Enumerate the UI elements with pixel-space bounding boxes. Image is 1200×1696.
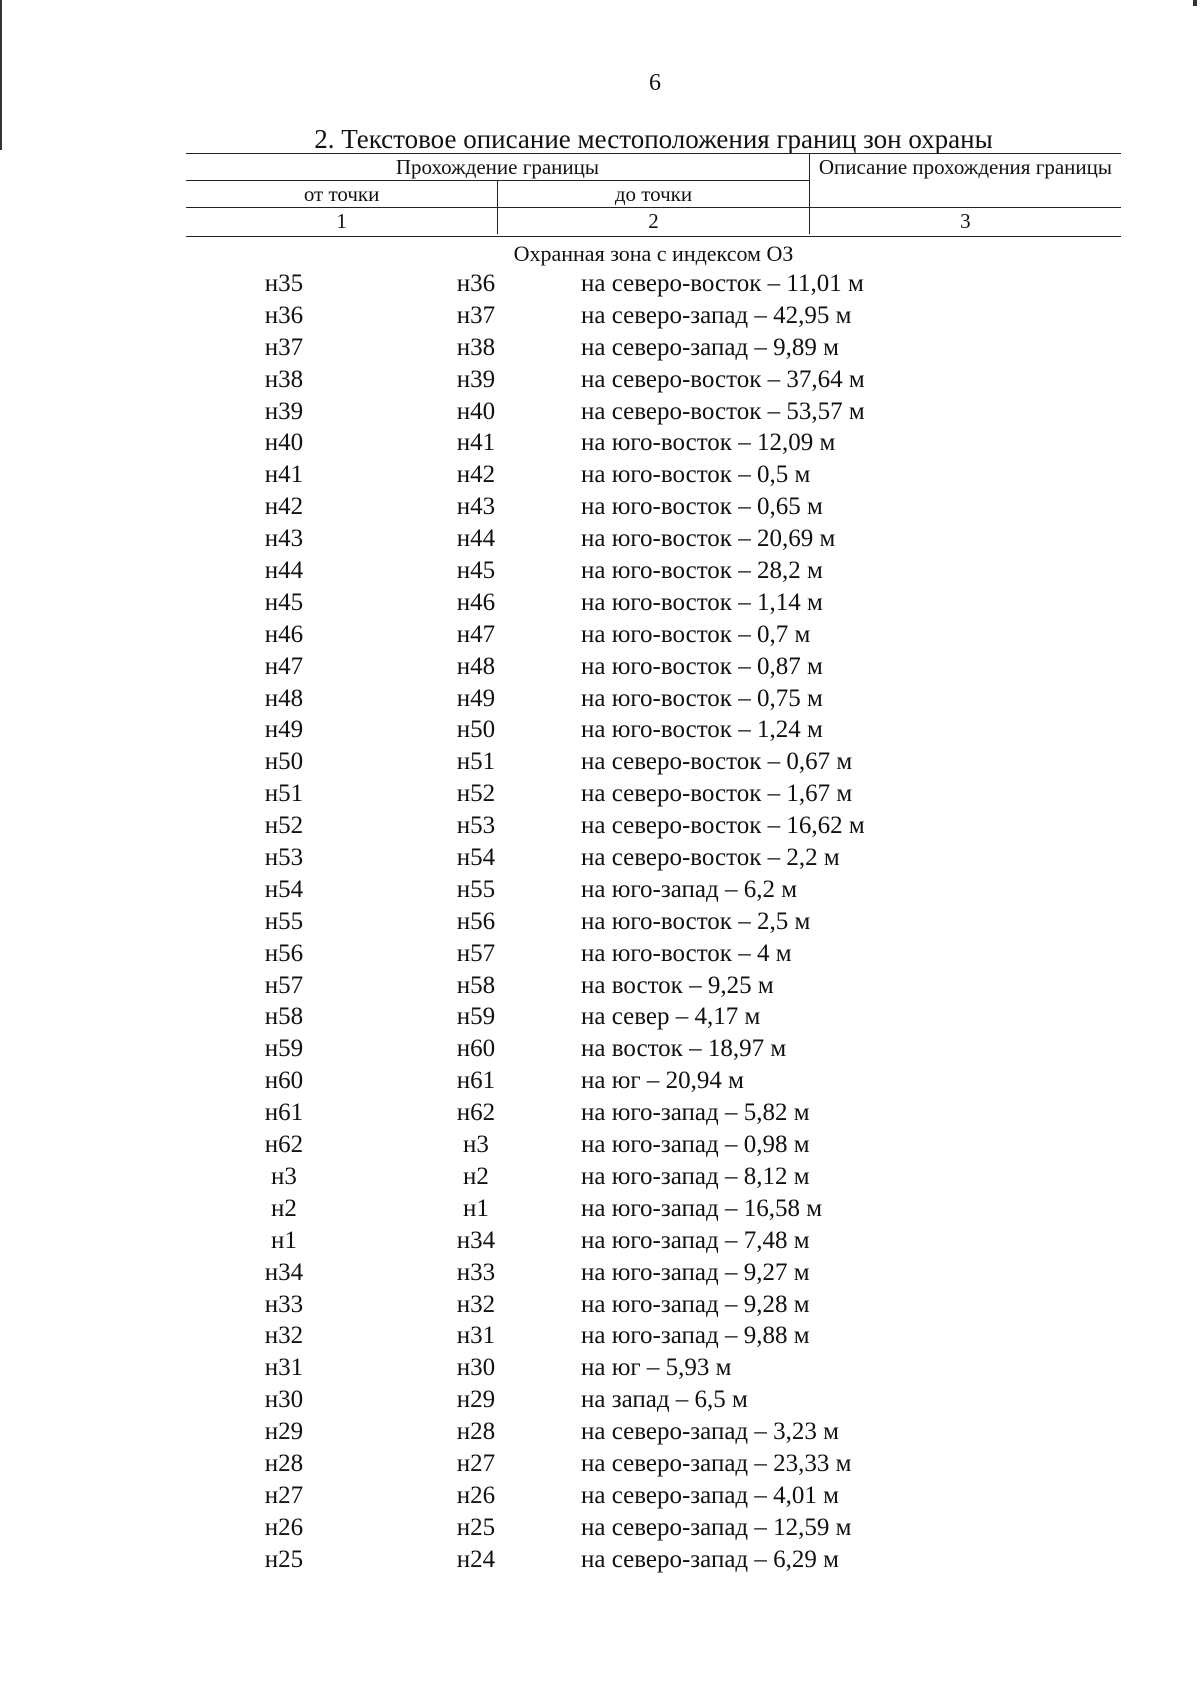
description-cell: на юго-восток – 1,24 м (581, 716, 823, 744)
to-point-cell: н26 (456, 1481, 496, 1509)
description-cell: на юг – 5,93 м (581, 1354, 732, 1382)
description-cell: на север – 4,17 м (581, 1003, 761, 1031)
description-cell: на юго-восток – 20,69 м (581, 525, 836, 553)
table-row (0, 1544, 1200, 1576)
table-row (0, 396, 1200, 428)
description-cell: на северо-восток – 11,01 м (581, 270, 864, 297)
to-point-cell: н44 (456, 525, 496, 553)
from-point-cell: н62 (264, 1131, 304, 1159)
to-point-cell: н24 (456, 1545, 496, 1573)
table-row (0, 427, 1200, 459)
from-point-cell: н41 (264, 461, 304, 489)
from-point-cell: н40 (264, 429, 304, 457)
table-row (0, 1480, 1200, 1512)
table-row (0, 1416, 1200, 1448)
to-point-cell: н1 (463, 1194, 489, 1222)
from-point-cell: н29 (264, 1418, 304, 1446)
description-cell: на юго-восток – 0,5 м (581, 461, 811, 489)
description-cell: на запад – 6,5 м (581, 1386, 748, 1414)
description-cell: на восток – 18,97 м (581, 1035, 787, 1063)
boundary-rows (0, 268, 1200, 1576)
to-point-cell: н29 (456, 1386, 496, 1414)
description-cell: на юго-восток – 12,09 м (581, 429, 836, 457)
zone-label: Охранная зона с индексом ОЗ (513, 241, 794, 266)
description-cell: на северо-запад – 9,89 м (581, 333, 839, 361)
from-point-cell: н38 (264, 365, 304, 393)
table-row (0, 1257, 1200, 1289)
from-point-cell: н58 (264, 1003, 304, 1031)
to-point-cell: н57 (456, 939, 496, 967)
table-row (0, 970, 1200, 1002)
from-point-cell: н25 (264, 1545, 304, 1573)
table-row (0, 651, 1200, 683)
to-point-cell: н34 (456, 1226, 496, 1254)
table-row (0, 619, 1200, 651)
from-point-cell: н57 (264, 971, 304, 999)
from-point-cell: н56 (264, 939, 304, 967)
from-point-cell: н33 (264, 1290, 304, 1318)
to-point-cell: н39 (456, 365, 496, 393)
from-point-cell: н42 (264, 493, 304, 521)
to-point-cell: н51 (456, 748, 496, 776)
table-row (0, 523, 1200, 555)
column-number-1: 1 (186, 208, 498, 235)
table-row (0, 332, 1200, 364)
description-cell: на северо-восток – 2,2 м (581, 844, 840, 872)
from-point-cell: н36 (264, 301, 304, 329)
page-number: 6 (649, 70, 661, 96)
to-point-cell: н54 (456, 844, 496, 872)
to-point-cell: н55 (456, 875, 496, 903)
table-row (0, 938, 1200, 970)
to-point-cell: н36 (456, 270, 496, 297)
column-number-3: 3 (809, 208, 1121, 235)
table-header (186, 153, 1121, 234)
table-row (0, 810, 1200, 842)
from-point-cell: н3 (271, 1162, 297, 1190)
column-number-2: 2 (498, 208, 810, 235)
description-cell: на юго-восток – 0,75 м (581, 684, 823, 712)
from-point-cell: н27 (264, 1481, 304, 1509)
table-row (0, 364, 1200, 396)
from-point-cell: н49 (264, 716, 304, 744)
description-header: Описание прохождения границы (809, 154, 1121, 208)
to-point-cell: н33 (456, 1258, 496, 1286)
description-cell: на северо-восток – 53,57 м (581, 397, 865, 425)
to-point-cell: н62 (456, 1099, 496, 1127)
table-row (0, 1065, 1200, 1097)
table-row (0, 1225, 1200, 1257)
description-cell: на юг – 20,94 м (581, 1067, 744, 1095)
table-row (0, 1352, 1200, 1384)
table-row (0, 874, 1200, 906)
to-point-cell: н43 (456, 493, 496, 521)
table-row (0, 1161, 1200, 1193)
description-cell: на юго-запад – 9,27 м (581, 1258, 810, 1286)
table-row (0, 746, 1200, 778)
table-row (0, 1512, 1200, 1544)
from-point-cell: н44 (264, 557, 304, 585)
description-cell: на юго-запад – 5,82 м (581, 1099, 810, 1127)
table-row (0, 683, 1200, 715)
description-cell: на юго-восток – 28,2 м (581, 557, 823, 585)
description-cell: на северо-запад – 42,95 м (581, 301, 852, 329)
to-point-cell: н40 (456, 397, 496, 425)
description-cell: на северо-восток – 37,64 м (581, 365, 865, 393)
to-point-cell: н27 (456, 1449, 496, 1477)
to-point-cell: н2 (463, 1162, 489, 1190)
to-point-cell: н37 (456, 301, 496, 329)
to-point-cell: н47 (456, 620, 496, 648)
to-point-cell: н52 (456, 780, 496, 808)
from-point-cell: н26 (264, 1513, 304, 1541)
from-point-cell: н55 (264, 907, 304, 935)
description-cell: на юго-запад – 0,98 м (581, 1131, 810, 1159)
description-cell: на северо-восток – 16,62 м (581, 812, 865, 840)
table-row (0, 1193, 1200, 1225)
header-bottom-divider (186, 236, 1121, 237)
description-cell: на юго-восток – 4 м (581, 939, 792, 967)
to-point-cell: н46 (456, 588, 496, 616)
description-cell: на юго-запад – 9,28 м (581, 1290, 810, 1318)
table-row (0, 906, 1200, 938)
description-cell: на северо-запад – 12,59 м (581, 1513, 852, 1541)
to-point-cell: н49 (456, 684, 496, 712)
description-cell: на юго-восток – 0,7 м (581, 620, 811, 648)
table-row (0, 268, 1200, 300)
to-point-cell: н31 (456, 1322, 496, 1350)
description-cell: на юго-восток – 2,5 м (581, 907, 811, 935)
to-point-cell: н42 (456, 461, 496, 489)
description-cell: на юго-запад – 6,2 м (581, 875, 798, 903)
from-point-cell: н52 (264, 812, 304, 840)
to-point-cell: н45 (456, 557, 496, 585)
to-point-cell: н59 (456, 1003, 496, 1031)
from-point-cell: н54 (264, 875, 304, 903)
table-row (0, 778, 1200, 810)
description-cell: на северо-восток – 0,67 м (581, 748, 853, 776)
to-point-cell: н61 (456, 1067, 496, 1095)
from-point-cell: н1 (271, 1226, 297, 1254)
from-point-cell: н60 (264, 1067, 304, 1095)
description-cell: на юго-восток – 1,14 м (581, 588, 823, 616)
description-cell: на юго-запад – 9,88 м (581, 1322, 810, 1350)
table-row (0, 555, 1200, 587)
description-cell: на юго-запад – 7,48 м (581, 1226, 810, 1254)
table-row (0, 1448, 1200, 1480)
from-point-cell: н46 (264, 620, 304, 648)
to-point-cell: н28 (456, 1418, 496, 1446)
description-cell: на юго-восток – 0,65 м (581, 493, 823, 521)
from-point-cell: н30 (264, 1386, 304, 1414)
to-point-cell: н38 (456, 333, 496, 361)
table-row (0, 1384, 1200, 1416)
boundary-passage-header: Прохождение границы (186, 154, 809, 181)
from-point-cell: н51 (264, 780, 304, 808)
from-point-cell: н34 (264, 1258, 304, 1286)
to-point-cell: н58 (456, 971, 496, 999)
to-point-cell: н48 (456, 652, 496, 680)
from-point-cell: н43 (264, 525, 304, 553)
table-row (0, 300, 1200, 332)
from-point-cell: н35 (264, 270, 304, 297)
from-point-cell: н28 (264, 1449, 304, 1477)
from-point-cell: н48 (264, 684, 304, 712)
table-row (0, 1001, 1200, 1033)
table-row (0, 491, 1200, 523)
description-cell: на северо-запад – 23,33 м (581, 1449, 852, 1477)
from-point-cell: н61 (264, 1099, 304, 1127)
table-row (0, 1289, 1200, 1321)
to-point-cell: н50 (456, 716, 496, 744)
to-point-cell: н25 (456, 1513, 496, 1541)
table-row (0, 459, 1200, 491)
from-point-cell: н45 (264, 588, 304, 616)
description-cell: на юго-запад – 8,12 м (581, 1162, 810, 1190)
to-point-cell: н41 (456, 429, 496, 457)
table-row (0, 1097, 1200, 1129)
to-point-cell: н53 (456, 812, 496, 840)
to-point-cell: н30 (456, 1354, 496, 1382)
description-cell: на юго-запад – 16,58 м (581, 1194, 823, 1222)
from-point-cell: н31 (264, 1354, 304, 1382)
to-point-cell: н32 (456, 1290, 496, 1318)
page-title: 2. Текстовое описание местоположения границ зон охраны (314, 124, 993, 154)
description-cell: на северо-запад – 6,29 м (581, 1545, 839, 1573)
description-cell: на восток – 9,25 м (581, 971, 774, 999)
description-cell: на северо-запад – 4,01 м (581, 1481, 839, 1509)
table-row (0, 714, 1200, 746)
from-point-cell: н47 (264, 652, 304, 680)
from-point-cell: н32 (264, 1322, 304, 1350)
description-cell: на юго-восток – 0,87 м (581, 652, 823, 680)
to-point-cell: н3 (463, 1131, 489, 1159)
from-point-cell: н37 (264, 333, 304, 361)
to-point-cell: н60 (456, 1035, 496, 1063)
scan-corner-mark (1193, 0, 1197, 6)
from-point-cell: н50 (264, 748, 304, 776)
from-point-cell: н59 (264, 1035, 304, 1063)
from-point-header: от точки (186, 181, 498, 208)
to-point-header: до точки (498, 181, 810, 208)
table-row (0, 1129, 1200, 1161)
table-row (0, 587, 1200, 619)
from-point-cell: н39 (264, 397, 304, 425)
description-cell: на северо-восток – 1,67 м (581, 780, 853, 808)
to-point-cell: н56 (456, 907, 496, 935)
description-cell: на северо-запад – 3,23 м (581, 1418, 839, 1446)
table-row (0, 842, 1200, 874)
table-row (0, 1320, 1200, 1352)
from-point-cell: н53 (264, 844, 304, 872)
from-point-cell: н2 (271, 1194, 297, 1222)
table-row (0, 1033, 1200, 1065)
